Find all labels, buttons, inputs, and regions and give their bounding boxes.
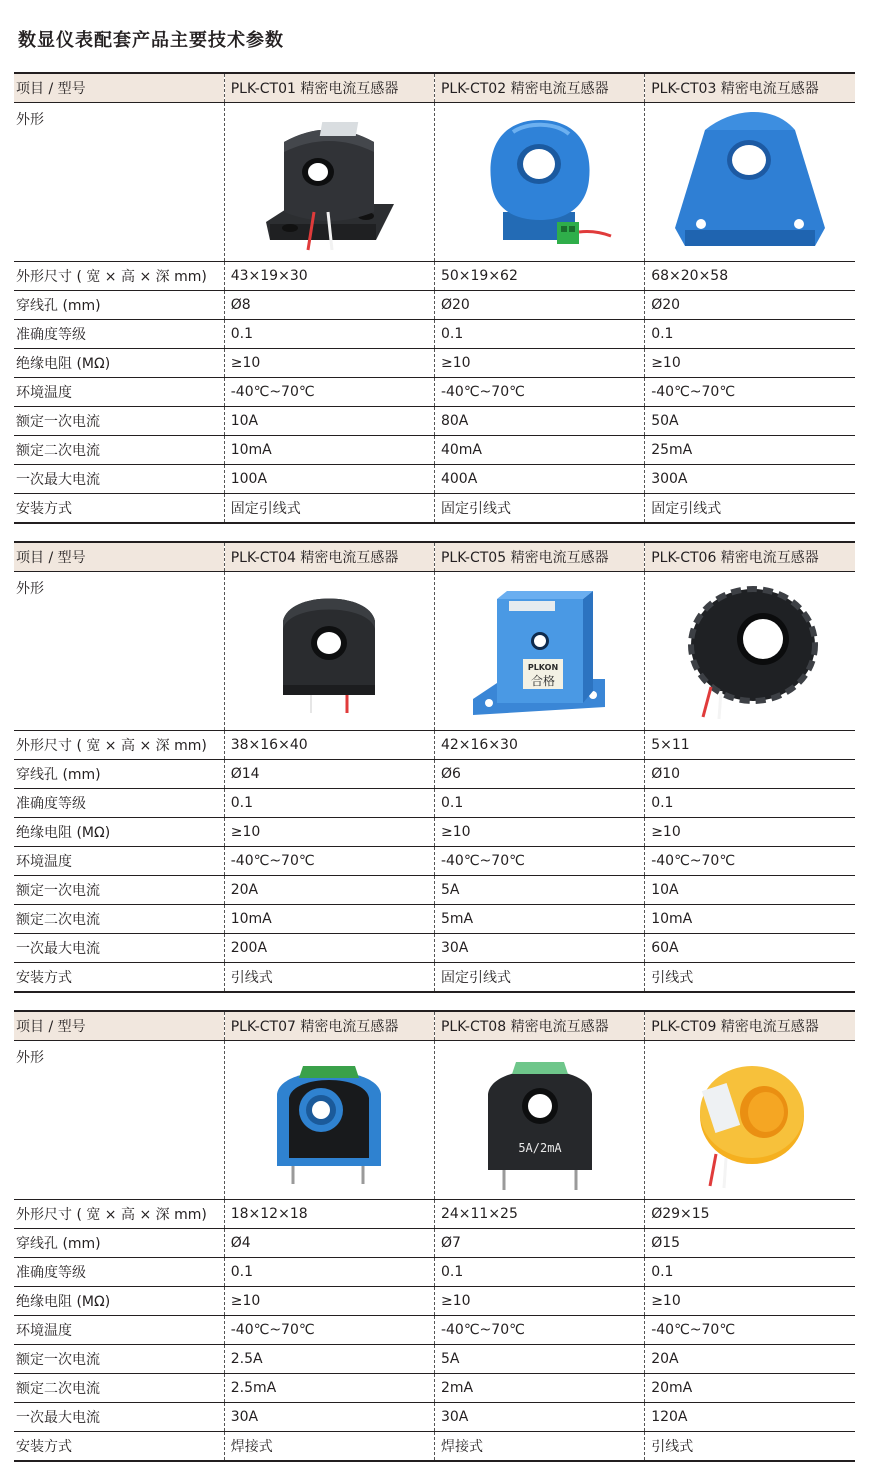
header-row bbox=[14, 542, 855, 572]
row-label-mounting: 安装方式 bbox=[14, 963, 224, 993]
size-value: Ø29×15 bbox=[645, 1200, 855, 1229]
primary-value: 5A bbox=[434, 1345, 644, 1374]
accuracy-row bbox=[14, 1258, 855, 1287]
secondary-value: 5mA bbox=[434, 905, 644, 934]
primary-value: 80A bbox=[434, 407, 644, 436]
temperature-value: -40℃~70℃ bbox=[224, 847, 434, 876]
row-label-appearance: 外形 bbox=[14, 103, 224, 262]
hole-value: Ø14 bbox=[224, 760, 434, 789]
ct03-blue-base-icon bbox=[665, 110, 835, 255]
insulation-value: ≥10 bbox=[224, 1287, 434, 1316]
accuracy-row bbox=[14, 789, 855, 818]
primary-value: 2.5A bbox=[224, 1345, 434, 1374]
primary-value: 50A bbox=[645, 407, 855, 436]
max-primary-value: 30A bbox=[434, 934, 644, 963]
secondary-value: 2.5mA bbox=[224, 1374, 434, 1403]
accuracy-value: 0.1 bbox=[224, 1258, 434, 1287]
temperature-value: -40℃~70℃ bbox=[224, 1316, 434, 1345]
row-label-max-primary: 一次最大电流 bbox=[14, 465, 224, 494]
row-label-size: 外形尺寸 ( 宽 × 高 × 深 mm) bbox=[14, 731, 224, 760]
primary-value: 10A bbox=[224, 407, 434, 436]
hole-value: Ø20 bbox=[645, 291, 855, 320]
row-label-secondary: 额定二次电流 bbox=[14, 436, 224, 465]
insulation-value: ≥10 bbox=[645, 349, 855, 378]
primary-value: 20A bbox=[224, 876, 434, 905]
product-image-cell bbox=[645, 572, 855, 731]
row-label-secondary: 额定二次电流 bbox=[14, 905, 224, 934]
max-primary-value: 120A bbox=[645, 1403, 855, 1432]
accuracy-value: 0.1 bbox=[224, 320, 434, 349]
row-label-max-primary: 一次最大电流 bbox=[14, 934, 224, 963]
ct07-blue-pcb-icon bbox=[259, 1050, 399, 1190]
product-image-cell bbox=[434, 572, 644, 731]
accuracy-value: 0.1 bbox=[434, 1258, 644, 1287]
primary-current-row bbox=[14, 407, 855, 436]
size-row bbox=[14, 731, 855, 760]
row-label-secondary: 额定二次电流 bbox=[14, 1374, 224, 1403]
primary-value: 5A bbox=[434, 876, 644, 905]
row-label-primary: 额定一次电流 bbox=[14, 1345, 224, 1374]
hole-row bbox=[14, 1229, 855, 1258]
insulation-value: ≥10 bbox=[224, 818, 434, 847]
hole-value: Ø4 bbox=[224, 1229, 434, 1258]
ct05-blue-box-icon bbox=[455, 579, 625, 724]
max-primary-value: 400A bbox=[434, 465, 644, 494]
temperature-row bbox=[14, 378, 855, 407]
insulation-value: ≥10 bbox=[224, 349, 434, 378]
mounting-row bbox=[14, 494, 855, 524]
ct08-rating-label: 5A/2mA bbox=[517, 1140, 562, 1155]
max-primary-value: 30A bbox=[224, 1403, 434, 1432]
row-label-temperature: 环境温度 bbox=[14, 847, 224, 876]
primary-current-row bbox=[14, 876, 855, 905]
hole-value: Ø7 bbox=[434, 1229, 644, 1258]
row-label-hole: 穿线孔 (mm) bbox=[14, 1229, 224, 1258]
row-label-size: 外形尺寸 ( 宽 × 高 × 深 mm) bbox=[14, 1200, 224, 1229]
row-label-primary: 额定一次电流 bbox=[14, 407, 224, 436]
secondary-value: 2mA bbox=[434, 1374, 644, 1403]
secondary-value: 40mA bbox=[434, 436, 644, 465]
product-image-cell bbox=[224, 103, 434, 262]
model-name: PLK-CT07 精密电流互感器 bbox=[224, 1011, 434, 1041]
primary-value: 10A bbox=[645, 876, 855, 905]
hole-value: Ø8 bbox=[224, 291, 434, 320]
mounting-value: 固定引线式 bbox=[224, 494, 434, 524]
accuracy-value: 0.1 bbox=[434, 789, 644, 818]
hole-row bbox=[14, 291, 855, 320]
model-name: PLK-CT03 精密电流互感器 bbox=[645, 73, 855, 103]
row-label-accuracy: 准确度等级 bbox=[14, 789, 224, 818]
mounting-row bbox=[14, 1432, 855, 1462]
hole-value: Ø20 bbox=[434, 291, 644, 320]
secondary-current-row bbox=[14, 1374, 855, 1403]
product-image-cell bbox=[645, 1041, 855, 1200]
row-label-accuracy: 准确度等级 bbox=[14, 320, 224, 349]
row-label-hole: 穿线孔 (mm) bbox=[14, 291, 224, 320]
row-label-mounting: 安装方式 bbox=[14, 494, 224, 524]
max-primary-value: 60A bbox=[645, 934, 855, 963]
hole-value: Ø15 bbox=[645, 1229, 855, 1258]
max-primary-value: 30A bbox=[434, 1403, 644, 1432]
secondary-value: 10mA bbox=[224, 905, 434, 934]
row-label-header: 项目 / 型号 bbox=[14, 542, 224, 572]
accuracy-value: 0.1 bbox=[434, 320, 644, 349]
appearance-row bbox=[14, 572, 855, 731]
accuracy-value: 0.1 bbox=[645, 320, 855, 349]
row-label-insulation: 绝缘电阻 (MΩ) bbox=[14, 1287, 224, 1316]
ct08-black-pcb-icon bbox=[470, 1048, 610, 1193]
secondary-value: 20mA bbox=[645, 1374, 855, 1403]
mounting-row bbox=[14, 963, 855, 993]
max-primary-value: 300A bbox=[645, 465, 855, 494]
row-label-primary: 额定一次电流 bbox=[14, 876, 224, 905]
size-value: 18×12×18 bbox=[224, 1200, 434, 1229]
model-name: PLK-CT09 精密电流互感器 bbox=[645, 1011, 855, 1041]
temperature-value: -40℃~70℃ bbox=[645, 847, 855, 876]
insulation-value: ≥10 bbox=[645, 1287, 855, 1316]
product-image-cell bbox=[434, 103, 644, 262]
row-label-insulation: 绝缘电阻 (MΩ) bbox=[14, 818, 224, 847]
spec-table-3 bbox=[14, 1010, 855, 1462]
insulation-row bbox=[14, 818, 855, 847]
ct06-black-toroid-icon bbox=[675, 579, 825, 724]
ct02-blue-terminal-icon bbox=[465, 112, 615, 252]
size-value: 68×20×58 bbox=[645, 262, 855, 291]
insulation-row bbox=[14, 1287, 855, 1316]
mounting-value: 固定引线式 bbox=[434, 963, 644, 993]
size-value: 43×19×30 bbox=[224, 262, 434, 291]
insulation-value: ≥10 bbox=[434, 818, 644, 847]
ct04-black-square-icon bbox=[259, 581, 399, 721]
model-name: PLK-CT06 精密电流互感器 bbox=[645, 542, 855, 572]
row-label-header: 项目 / 型号 bbox=[14, 73, 224, 103]
temperature-value: -40℃~70℃ bbox=[434, 1316, 644, 1345]
size-value: 38×16×40 bbox=[224, 731, 434, 760]
max-primary-value: 200A bbox=[224, 934, 434, 963]
row-label-temperature: 环境温度 bbox=[14, 1316, 224, 1345]
ct01-black-base-icon bbox=[254, 112, 404, 252]
product-image-cell bbox=[434, 1041, 644, 1200]
row-label-max-primary: 一次最大电流 bbox=[14, 1403, 224, 1432]
row-label-temperature: 环境温度 bbox=[14, 378, 224, 407]
model-name: PLK-CT02 精密电流互感器 bbox=[434, 73, 644, 103]
ct05-pass-label: 合格 bbox=[530, 673, 555, 688]
appearance-row bbox=[14, 1041, 855, 1200]
size-value: 5×11 bbox=[645, 731, 855, 760]
secondary-value: 10mA bbox=[224, 436, 434, 465]
temperature-value: -40℃~70℃ bbox=[224, 378, 434, 407]
temperature-value: -40℃~70℃ bbox=[645, 378, 855, 407]
product-image-cell bbox=[224, 572, 434, 731]
temperature-row bbox=[14, 847, 855, 876]
mounting-value: 引线式 bbox=[645, 1432, 855, 1462]
secondary-value: 25mA bbox=[645, 436, 855, 465]
secondary-current-row bbox=[14, 436, 855, 465]
temperature-value: -40℃~70℃ bbox=[434, 847, 644, 876]
size-value: 50×19×62 bbox=[434, 262, 644, 291]
model-name: PLK-CT04 精密电流互感器 bbox=[224, 542, 434, 572]
row-label-accuracy: 准确度等级 bbox=[14, 1258, 224, 1287]
max-primary-row bbox=[14, 934, 855, 963]
row-label-hole: 穿线孔 (mm) bbox=[14, 760, 224, 789]
mounting-value: 焊接式 bbox=[434, 1432, 644, 1462]
row-label-header: 项目 / 型号 bbox=[14, 1011, 224, 1041]
product-image-cell bbox=[645, 103, 855, 262]
accuracy-value: 0.1 bbox=[645, 789, 855, 818]
row-label-appearance: 外形 bbox=[14, 1041, 224, 1200]
page-title: 数显仪表配套产品主要技术参数 bbox=[18, 30, 284, 51]
appearance-row bbox=[14, 103, 855, 262]
insulation-value: ≥10 bbox=[434, 349, 644, 378]
max-primary-row bbox=[14, 1403, 855, 1432]
mounting-value: 引线式 bbox=[645, 963, 855, 993]
product-image-cell bbox=[224, 1041, 434, 1200]
hole-row bbox=[14, 760, 855, 789]
accuracy-value: 0.1 bbox=[224, 789, 434, 818]
max-primary-row bbox=[14, 465, 855, 494]
mounting-value: 焊接式 bbox=[224, 1432, 434, 1462]
model-name: PLK-CT01 精密电流互感器 bbox=[224, 73, 434, 103]
row-label-insulation: 绝缘电阻 (MΩ) bbox=[14, 349, 224, 378]
accuracy-row bbox=[14, 320, 855, 349]
mounting-value: 固定引线式 bbox=[434, 494, 644, 524]
spec-table-1 bbox=[14, 72, 855, 524]
secondary-value: 10mA bbox=[645, 905, 855, 934]
spec-table-2 bbox=[14, 541, 855, 993]
ct09-yellow-toroid-icon bbox=[680, 1050, 820, 1190]
model-name: PLK-CT08 精密电流互感器 bbox=[434, 1011, 644, 1041]
size-row bbox=[14, 262, 855, 291]
size-row bbox=[14, 1200, 855, 1229]
insulation-row bbox=[14, 349, 855, 378]
size-value: 24×11×25 bbox=[434, 1200, 644, 1229]
mounting-value: 固定引线式 bbox=[645, 494, 855, 524]
size-value: 42×16×30 bbox=[434, 731, 644, 760]
header-row bbox=[14, 73, 855, 103]
hole-value: Ø10 bbox=[645, 760, 855, 789]
hole-value: Ø6 bbox=[434, 760, 644, 789]
row-label-size: 外形尺寸 ( 宽 × 高 × 深 mm) bbox=[14, 262, 224, 291]
mounting-value: 引线式 bbox=[224, 963, 434, 993]
insulation-value: ≥10 bbox=[645, 818, 855, 847]
primary-current-row bbox=[14, 1345, 855, 1374]
header-row bbox=[14, 1011, 855, 1041]
primary-value: 20A bbox=[645, 1345, 855, 1374]
temperature-row bbox=[14, 1316, 855, 1345]
secondary-current-row bbox=[14, 905, 855, 934]
row-label-appearance: 外形 bbox=[14, 572, 224, 731]
row-label-mounting: 安装方式 bbox=[14, 1432, 224, 1462]
insulation-value: ≥10 bbox=[434, 1287, 644, 1316]
temperature-value: -40℃~70℃ bbox=[434, 378, 644, 407]
max-primary-value: 100A bbox=[224, 465, 434, 494]
ct05-brand-label: PLKON bbox=[527, 662, 558, 672]
model-name: PLK-CT05 精密电流互感器 bbox=[434, 542, 644, 572]
temperature-value: -40℃~70℃ bbox=[645, 1316, 855, 1345]
accuracy-value: 0.1 bbox=[645, 1258, 855, 1287]
